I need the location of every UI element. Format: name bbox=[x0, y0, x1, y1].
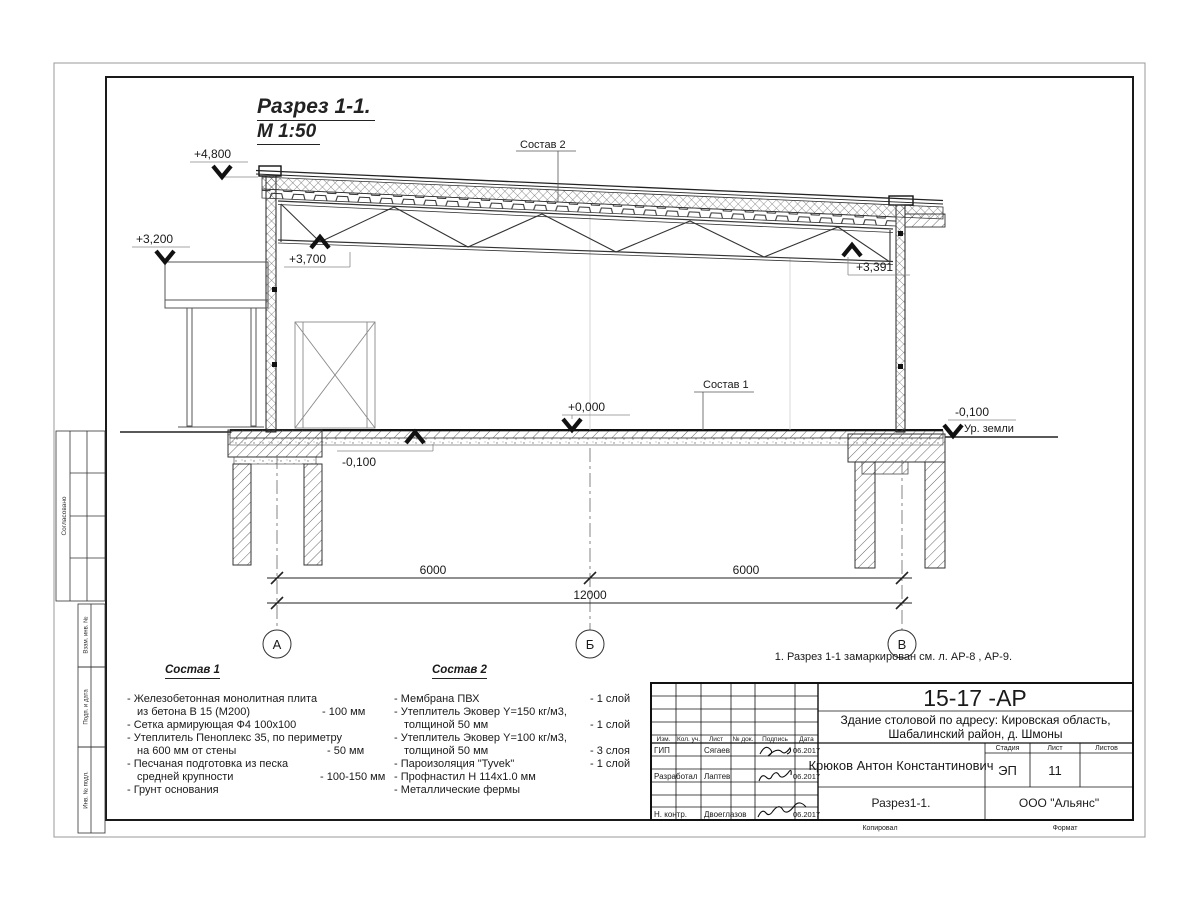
legend2-qty: - 1 слой bbox=[590, 719, 631, 731]
col-list: Лист bbox=[708, 736, 724, 743]
legend1-line: - Песчаная подготовка из песка bbox=[127, 758, 289, 770]
legend1-line: средней крупности bbox=[137, 771, 234, 783]
col-date: Дата bbox=[799, 736, 814, 743]
col-sign: Подпись bbox=[762, 736, 788, 743]
row1-name: Сягаев bbox=[704, 746, 730, 755]
legend2-line: - Пароизоляция "Tyvek" bbox=[394, 758, 515, 770]
legend1-line: - Грунт основания bbox=[127, 784, 219, 796]
legend2-qty: - 1 слой bbox=[590, 693, 631, 705]
sheet-note: 1. Разрез 1-1 замаркирован см. л. АР-8 , АР-9. bbox=[774, 651, 1012, 663]
row2-name: Лаптев bbox=[704, 772, 731, 781]
sostav1-callout: Состав 1 bbox=[703, 379, 749, 391]
format-label: Формат bbox=[1052, 825, 1078, 832]
legend1-line: на 600 мм от стены bbox=[137, 745, 237, 757]
row3-name: Двоеглазов bbox=[704, 810, 747, 819]
elev-3200: +3,200 bbox=[136, 232, 174, 246]
stage-label: Стадия bbox=[995, 745, 1020, 752]
sheet-label: Лист bbox=[1047, 745, 1063, 752]
ground-level-label: Ур. земли bbox=[964, 423, 1014, 435]
margin-approved: Согласовано bbox=[61, 496, 68, 536]
sheets-label: Листов bbox=[1095, 745, 1118, 752]
legend2-line: - Мембрана ПВХ bbox=[394, 693, 480, 705]
legend2-line: - Утеплитель Эковер Y=100 кг/м3, bbox=[394, 732, 567, 744]
elev-m0100-left: -0,100 bbox=[342, 455, 377, 469]
copied-label: Копировал bbox=[862, 825, 898, 832]
legend2-line: - Утеплитель Эковер Y=150 кг/м3, bbox=[394, 706, 567, 718]
legend1-qty: - 100 мм bbox=[322, 706, 366, 718]
elev-4800: +4,800 bbox=[194, 147, 232, 161]
legend1-qty: - 100-150 мм bbox=[320, 771, 386, 783]
object-name-line2: Шабалинский район, д. Шмоны bbox=[888, 727, 1063, 741]
legend1-line: - Железобетонная монолитная плита bbox=[127, 693, 318, 705]
legend2-qty: - 1 слой bbox=[590, 758, 631, 770]
dim-total: 12000 bbox=[573, 588, 607, 602]
author-name: Крюков Антон Константинович bbox=[808, 758, 994, 773]
roof bbox=[256, 171, 945, 228]
col-doc: № док. bbox=[732, 736, 754, 743]
legend2-line: - Профнастил Н 114х1.0 мм bbox=[394, 771, 536, 783]
legend2-line: толщиной 50 мм bbox=[404, 719, 489, 731]
margin-podp: Подп. и дата bbox=[83, 689, 90, 725]
dim-bay2: 6000 bbox=[732, 563, 760, 577]
legend1-line: - Сетка армирующая Ф4 100х100 bbox=[127, 719, 297, 731]
axis-v: В bbox=[897, 637, 907, 652]
elev-3391: +3,391 bbox=[856, 260, 894, 274]
legend1-qty: - 50 мм bbox=[327, 745, 365, 757]
margin-inv: Инв. № подл. bbox=[83, 771, 90, 809]
col-izm: Изм. bbox=[656, 736, 671, 743]
interior-door bbox=[295, 322, 375, 428]
row1-date: 06.2017 bbox=[792, 746, 821, 755]
legend1-line: - Утеплитель Пеноплекс 35, по периметру bbox=[127, 732, 342, 744]
doc-number: 15-17 -АР bbox=[923, 685, 1027, 711]
row3-role: Н. контр. bbox=[654, 810, 688, 819]
entrance-canopy bbox=[165, 262, 268, 427]
legend1-header: Состав 1 bbox=[165, 664, 220, 679]
sheet-title: Разрез1-1. bbox=[871, 796, 931, 810]
row1-role: ГИП bbox=[654, 746, 670, 755]
margin-vzam: Взам. инв. № bbox=[83, 616, 90, 654]
elev-0000: +0,000 bbox=[568, 400, 606, 414]
legend1-line: из бетона В 15 (М200) bbox=[137, 706, 250, 718]
axis-a: А bbox=[272, 637, 282, 652]
drawing-title: Разрез 1-1. bbox=[257, 95, 375, 121]
row3-date: 06.2017 bbox=[792, 810, 821, 819]
elev-m0100-right: -0,100 bbox=[955, 405, 990, 419]
axis-b: Б bbox=[585, 637, 595, 652]
legend-sostav1 bbox=[127, 660, 387, 810]
col-kol: Кол. уч. bbox=[676, 736, 701, 743]
elev-3700: +3,700 bbox=[289, 252, 327, 266]
legend-sostav2 bbox=[394, 660, 646, 810]
legend2-header: Состав 2 bbox=[432, 664, 487, 679]
dim-bay1: 6000 bbox=[419, 563, 447, 577]
floor-slab bbox=[230, 430, 943, 445]
drawing-scale: М 1:50 bbox=[257, 121, 320, 145]
row2-role: Разработал bbox=[654, 772, 698, 781]
legend2-line: толщиной 50 мм bbox=[404, 745, 489, 757]
stage-value: ЭП bbox=[998, 763, 1017, 778]
margin-stamp-boxes bbox=[56, 431, 105, 833]
object-name-line1: Здание столовой по адресу: Кировская область, bbox=[840, 713, 1111, 727]
foundations bbox=[228, 430, 945, 568]
sheet-number: 11 bbox=[1048, 763, 1062, 778]
company-name: ООО "Альянс" bbox=[1018, 796, 1100, 810]
row2-date: 06.2017 bbox=[792, 772, 821, 781]
legend2-line: - Металлические фермы bbox=[394, 784, 521, 796]
sostav2-callout: Состав 2 bbox=[520, 139, 566, 151]
legend2-qty: - 3 слоя bbox=[590, 745, 631, 757]
